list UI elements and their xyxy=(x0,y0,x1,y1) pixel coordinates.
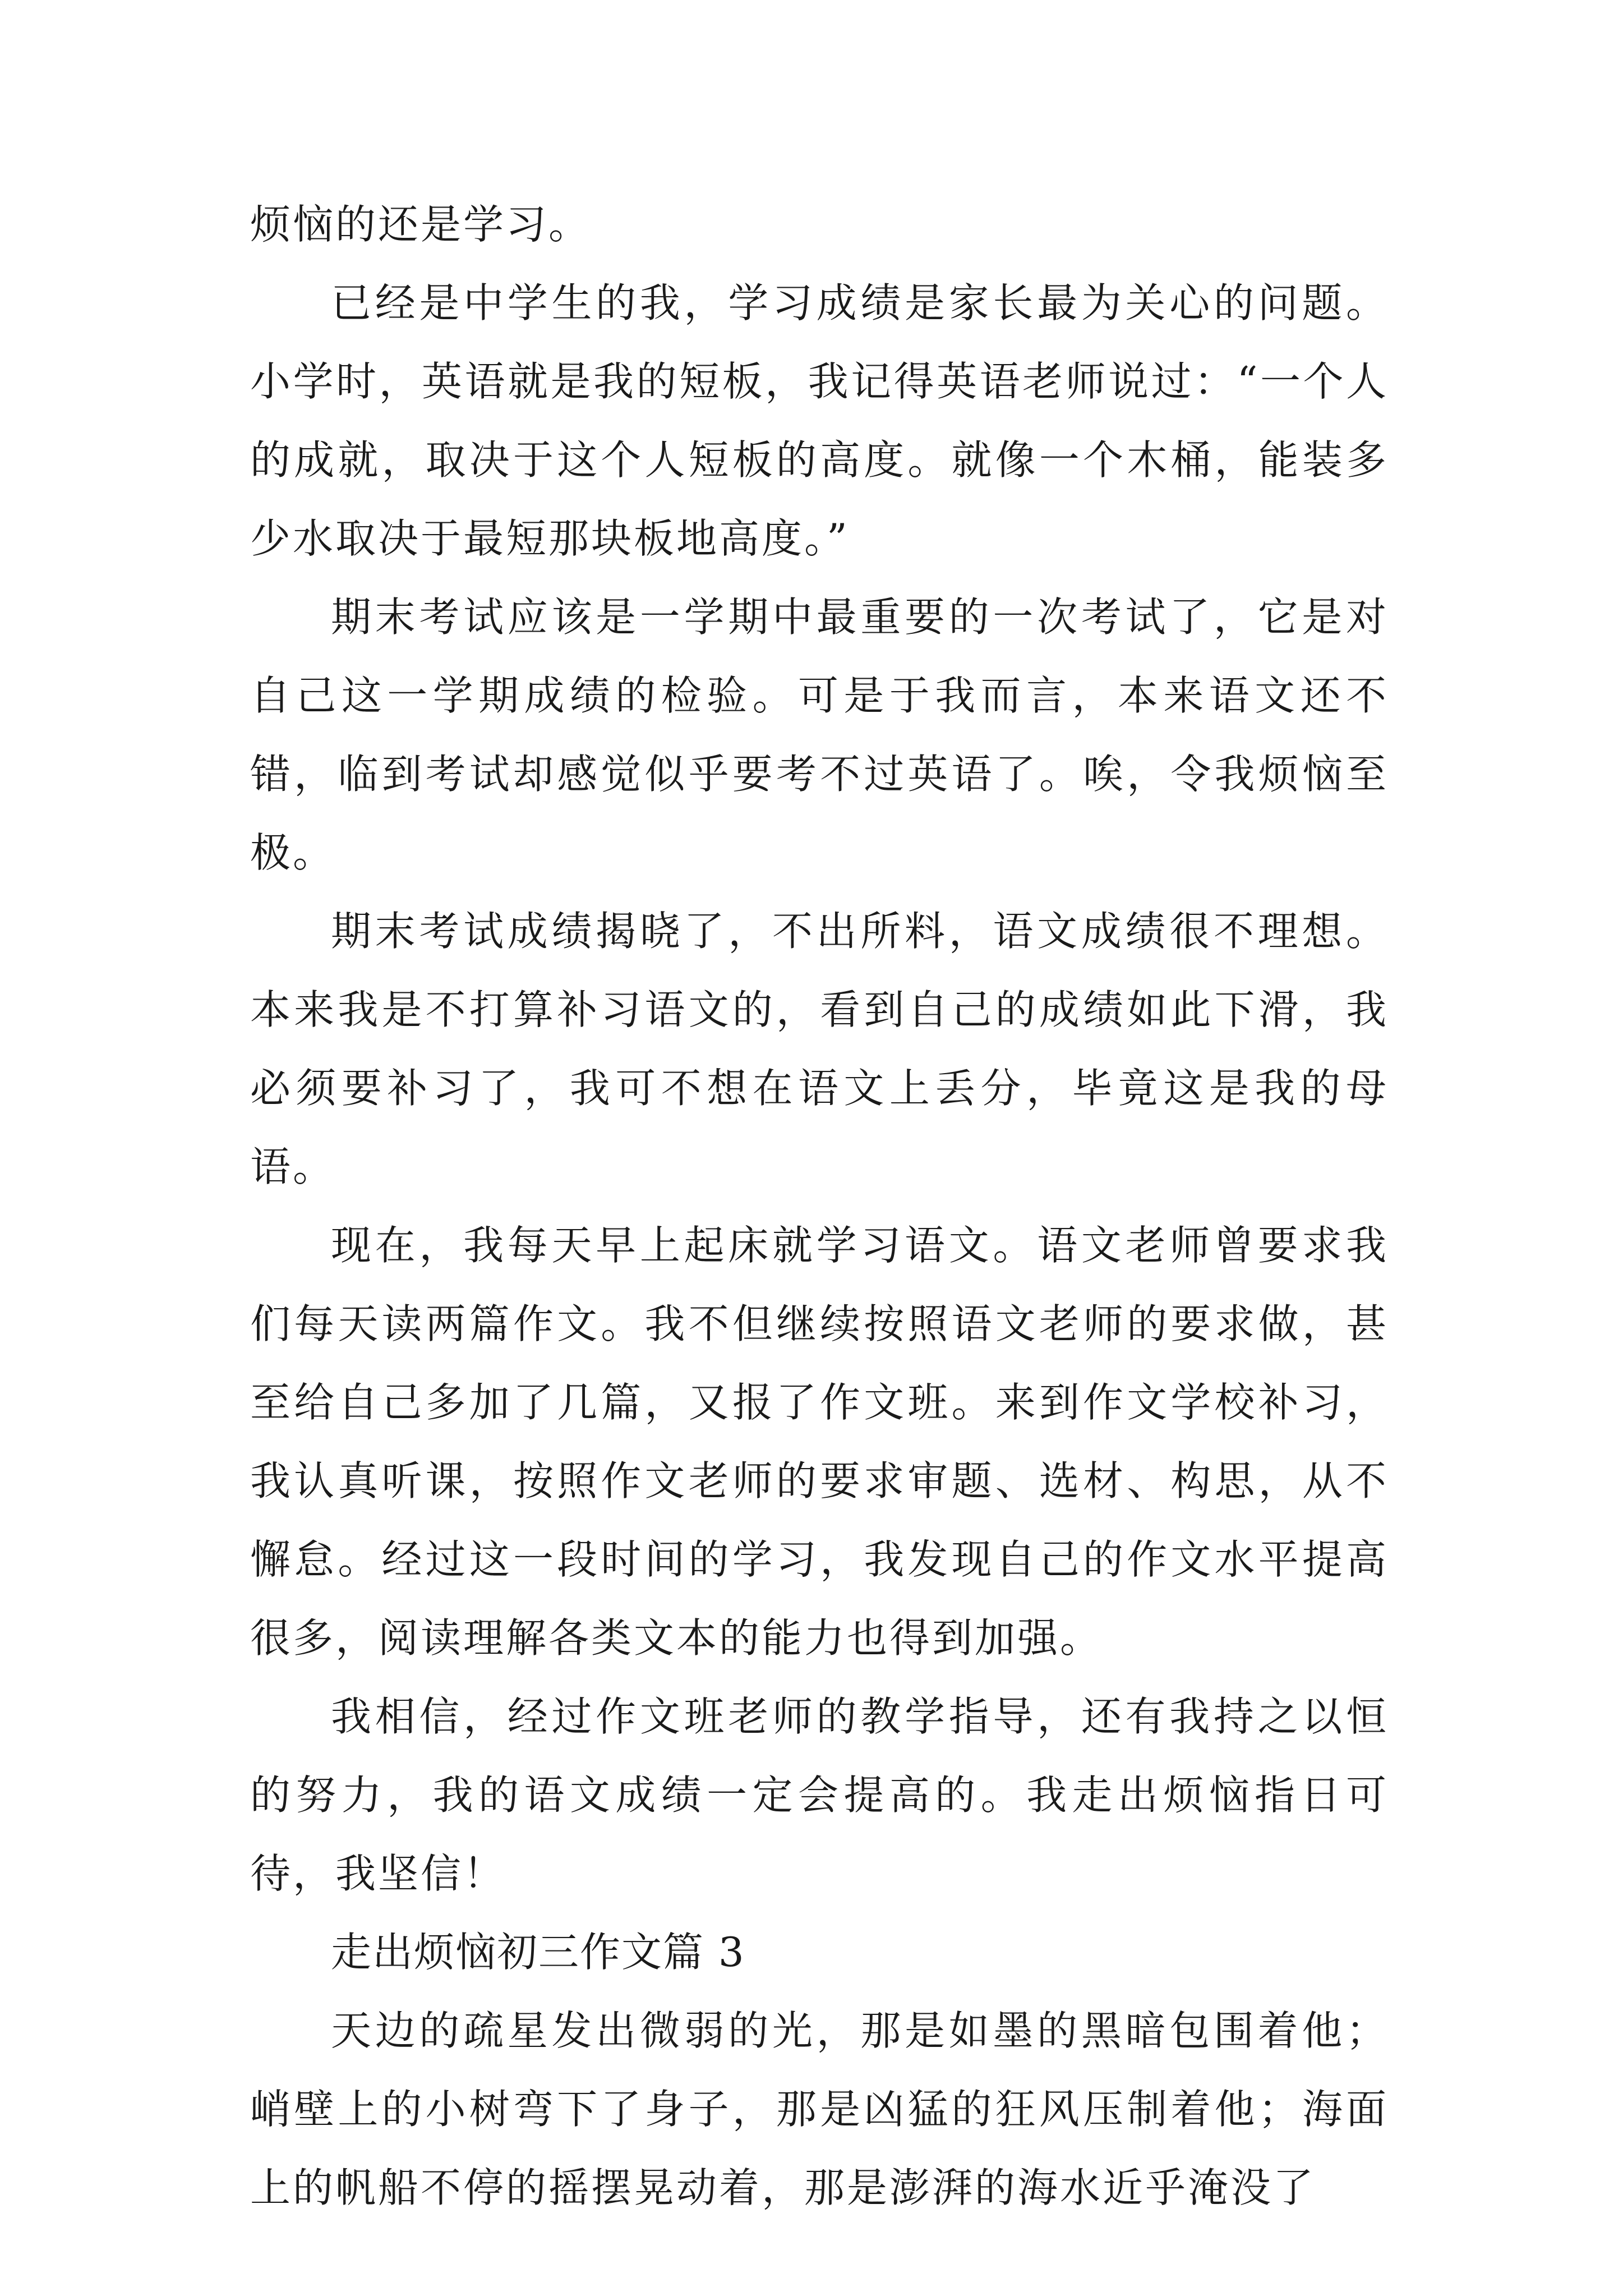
paragraph: 我相信，经过作文班老师的教学指导，还有我持之以恒的努力，我的语文成绩一定会提高的。我走出烦恼指日可待，我坚信！ xyxy=(250,1693,1389,1897)
paragraph: 天边的疏星发出微弱的光，那是如墨的黑暗包围着他；峭壁上的小树弯下了身子，那是凶猛的狂风压制着他；海面上的帆船不停的摇摆晃动着，那是澎湃的海水近乎淹没了 xyxy=(250,2007,1389,2211)
paragraph: 期末考试成绩揭晓了，不出所料，语文成绩很不理想。本来我是不打算补习语文的，看到自己的成绩如此下滑，我必须要补习了，我可不想在语文上丢分，毕竟这是我的母语。 xyxy=(250,908,1389,1190)
paragraph: 已经是中学生的我，学习成绩是家长最为关心的问题。小学时，英语就是我的短板，我记得英语老师说过：“一个人的成就，取决于这个人短板的高度。就像一个木桶，能装多少水取决于最短那块板地高度。” xyxy=(250,279,1389,562)
section-heading: 走出烦恼初三作文篇 3 xyxy=(331,1929,745,1976)
paragraph: 现在，我每天早上起床就学习语文。语文老师曾要求我们每天读两篇作文。我不但继续按照语文老师的要求做，甚至给自己多加了几篇，又报了作文班。来到作文学校补习，我认真听课，按照作文老师的要求审题、选材、构思，从不懈怠。经过这一段时间的学习，我发现自己的作文水平提高很多，阅读理解各类文本的能力也得到加强。 xyxy=(250,1222,1389,1662)
paragraph: 期末考试应该是一学期中最重要的一次考试了，它是对自己这一学期成绩的检验。可是于我而言，本来语文还不错，临到考试却感觉似乎要考不过英语了。唉，令我烦恼至极。 xyxy=(250,593,1389,876)
paragraph-continuation: 烦恼的还是学习。 xyxy=(250,201,592,248)
document-body xyxy=(250,185,1389,2227)
